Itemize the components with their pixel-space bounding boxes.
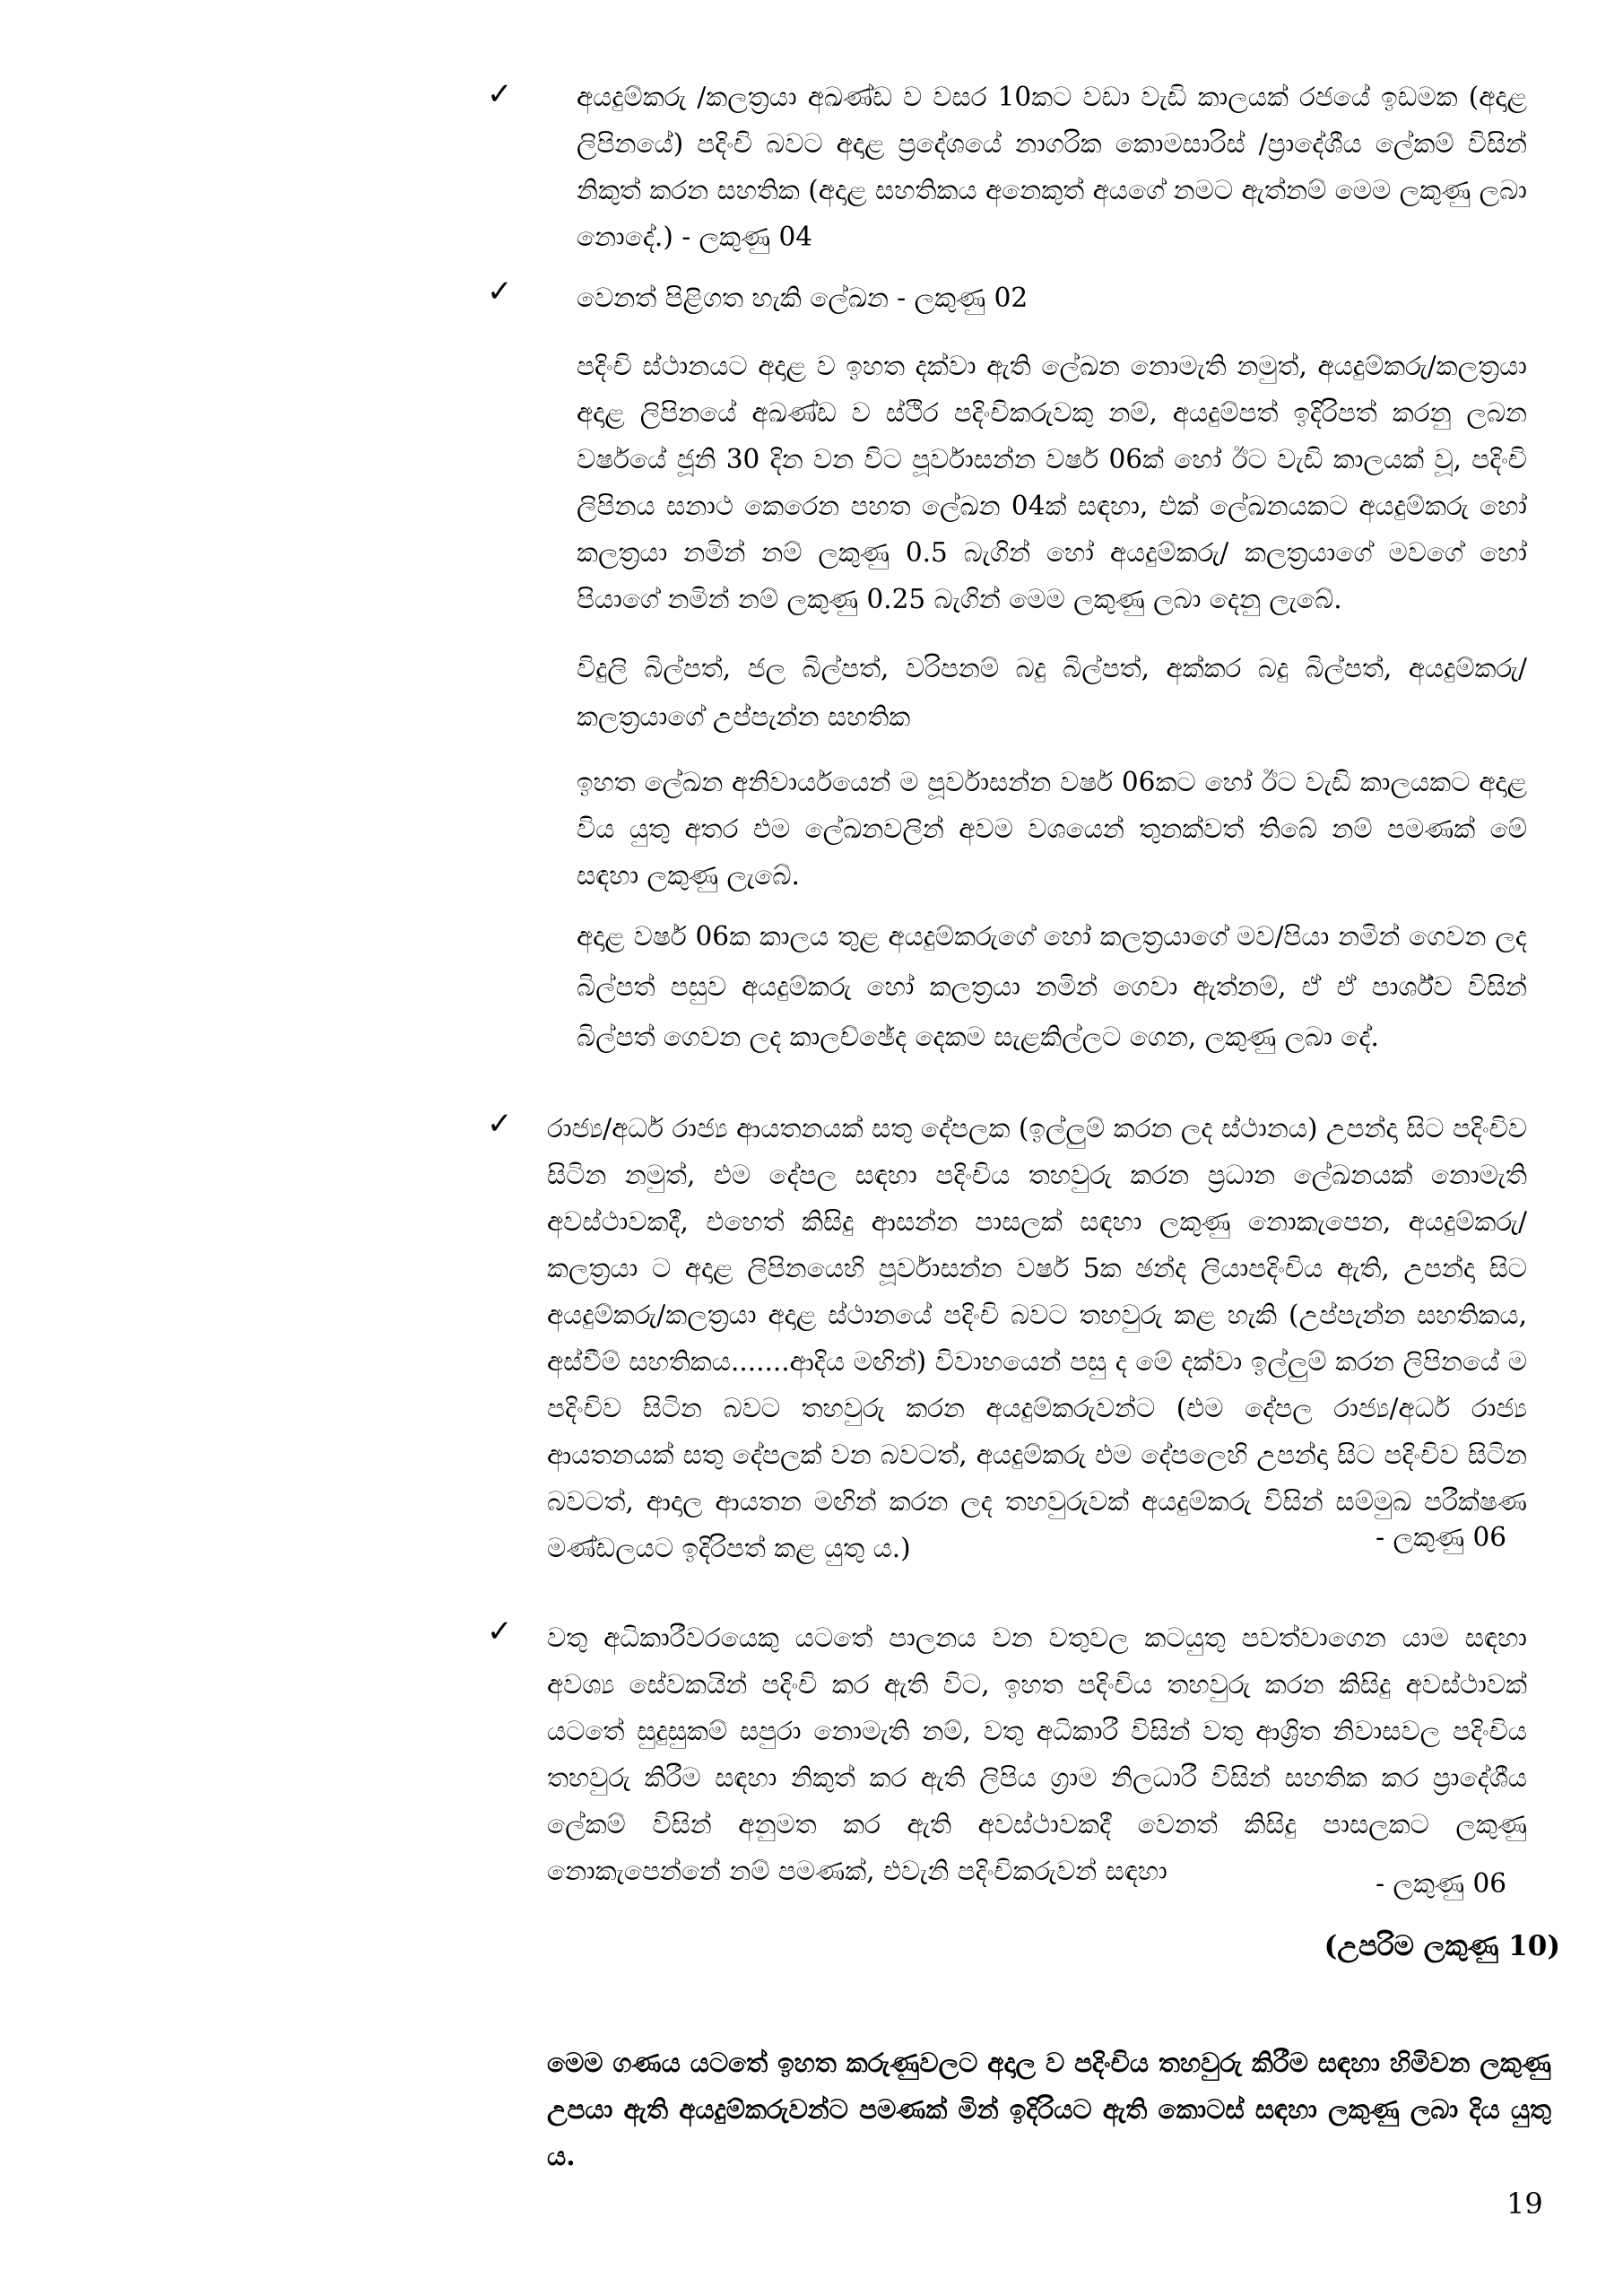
paragraph-bill-list: විදුලි බිල්පත්, ජල බිල්පත්, වරිපනම් බදු බිල්පත්, අක්කර බදු බිල්පත්, අයදුම්කරු/කලත්‍රයාගේ උප්පැන්න සහතික (577, 653, 1527, 732)
check-mark-icon: ✓ (487, 274, 513, 309)
paragraph-residence-documents: පදිංචි ස්ථානයට අදාළ ව ඉහත දක්වා ඇති ලේඛන නොමැති නමුත්, අයදුම්කරු/කලත්‍රයා අදාළ ලිපිනයේ අඛණ්ඩ ව ස්ථිර පදිංචිකරුවකු නම්, අයදුම්පත් ඉදිරිපත් කරනු ලබන වර්ෂයේ ජූනි 30 දින වන විට පූර්වාසන්න වර්ෂ 06ක් හෝ ඊට වැඩි කාලයක් වූ, පදිංචි ලිපිනය සනාථ කෙරෙන පහත ලේඛන 04ක් සඳහා, එක් ලේඛනයකට අයදුම්කරු හෝ කලත්‍රයා නමින් නම් ලකුණු 0.5 බැගින් හෝ අයදුම්කරු/ කලත්‍රයාගේ මවගේ හෝ පියාගේ නමින් නම් ලකුණු 0.25 බැගින් මෙම ලකුණු ලබා දෙනු ලැබේ. (577, 351, 1527, 614)
page-number: 19 (1506, 2187, 1543, 2221)
item-3-marks: - ලකුණු 06 (1376, 1522, 1506, 1552)
item-2-text: වෙනත් පිළිගත හැකි ලේඛන - ලකුණු 02 (577, 283, 1028, 313)
item-4-text: වතු අධිකාරීවරයෙකු යටතේ පාලනය වන වතුවල කටයුතු පවත්වාගෙන යාම සඳහා අවශ්‍ය සේවකයින් පදිංචි කර ඇති විට, ඉහත පදිංචිය තහවුරු කරන කිසිදු අවස්ථාවක් යටතේ සුදුසුකම් සපුරා නොමැති නම්, වතු අධිකාරී විසින් වතු ආශ්‍රිත නිවාසවල පදිංචිය තහවුරු කිරීම සඳහා නිකුත් කර ඇති ලිපිය ග්‍රාම නිලධාරී විසින් සහතික කර ප්‍රාදේශීය ලේකම් විසින් අනුමත කර ඇති අවස්ථාවකදී වෙනත් කිසිදු පාසලකට ලකුණු නොකැපෙන්නේ නම් පමණක්, එවැනි පදිංචිකරුවන් සඳහා (547, 1622, 1527, 1886)
check-mark-icon: ✓ (487, 1613, 513, 1649)
paragraph-parent-bills: අදාළ වර්ෂ 06ක කාලය තුළ අයදුම්කරුගේ හෝ කලත්‍රයාගේ මව/පියා නමින් ගෙවන ලද බිල්පත් පසුව අයදුම්කරු හෝ කලත්‍රයා නමින් ගෙවා ඇත්නම්, ඒ ඒ පාර්ශ්ව විසින් බිල්පත් ගෙවන ලද කාලච්ඡේද දෙකම සැළකිල්ලට ගෙන, ලකුණු ලබා දේ. (577, 921, 1527, 1052)
closing-note: මෙම ගණය යටතේ ඉහත කරුණුවලට අදාල ව පදිංචිය තහවුරු කිරීම සඳහා හිමිවන ලකුණු උපයා ඇති අයදුම්කරුවන්ට පමණක් මින් ඉදිරියට ඇති කොටස් සඳහා ලකුණු ලබා දිය යුතු ය. (547, 2047, 1551, 2171)
max-marks: (උපරිම ලකුණු 10) (1324, 1930, 1560, 1962)
check-mark-icon: ✓ (487, 1106, 513, 1142)
check-mark-icon: ✓ (487, 76, 513, 112)
item-3-text: රාජ්‍ය/අර්ධ රාජ්‍ය ආයතනයක් සතු දේපලක (ඉල්ලුම් කරන ලද ස්ථානය) උපන්දා සිට පදිංචිව සිටින නමුත්, එම දේපල සඳහා පදිංචිය තහවුරු කරන ප්‍රධාන ලේඛනයක් නොමැති අවස්ථාවකදී, එහෙත් කිසිදු ආසන්න පාසලක් සඳහා ලකුණු නොකැපෙන, අයදුම්කරු/කලත්‍රයා ට අදාළ ලිපිනයෙහි පූර්වාසන්න වර්ෂ 5ක ඡන්ද ලියාපදිංචිය ඇති, උපන්දා සිට අයදුම්කරු/කලත්‍රයා අදාළ ස්ථානයේ පදිංචි බවට තහවුරු කළ හැකි (උප්පැන්න සහතිකය, අස්වීම් සහතිකය.......ආදිය මඟින්) විවාහයෙන් පසු ද මේ දක්වා ඉල්ලුම් කරන ලිපිනයේ ම පදිංචිව සිටින බවට තහවුරු කරන අයදුම්කරුවන්ට (එම දේපල රාජ්‍ය/අර්ධ රාජ්‍ය ආයතනයක් සතු දේපලක් වන බවටත්, අයදුම්කරු එම දේපලෙහි උපන්දා සිට පදිංචිව සිටින බවටත්, ආදාල ආයතන මඟින් කරන ලද තහවුරුවක් අයදුම්කරු විසින් සම්මුඛ පරීක්ෂණ මණ්ඩලයට ඉදිරිපත් කළ යුතු ය.) (547, 1113, 1527, 1563)
item-1-text: අයදුම්කරු /කලත්‍රයා අඛණ්ඩ ව වසර 10කට වඩා වැඩි කාලයක් රජයේ ඉඩමක (අදාළ ලිපිනයේ) පදිංචි බවට අදාළ ප්‍රදේශයේ නාගරික කොමසාරිස් /ප්‍රාදේශීය ලේකම් විසින් නිකුත් කරන සහතික (අදාළ සහතිකය අනෙකුත් අයගේ නමට ඇත්නම් මෙම ලකුණු ලබා නොදේ.) - ලකුණු 04 (577, 82, 1527, 252)
item-4-marks: - ලකුණු 06 (1376, 1868, 1506, 1899)
paragraph-mandatory-documents: ඉහත ලේඛන අනිවාර්යයෙන් ම පූර්වාසන්න වර්ෂ 06කට හෝ ඊට වැඩි කාලයකට අදාළ විය යුතු අතර එම ලේඛනවලින් අවම වශයෙන් තුනක්වත් තිබේ නම් පමණක් මේ සඳහා ලකුණු ලැබේ. (577, 767, 1527, 891)
